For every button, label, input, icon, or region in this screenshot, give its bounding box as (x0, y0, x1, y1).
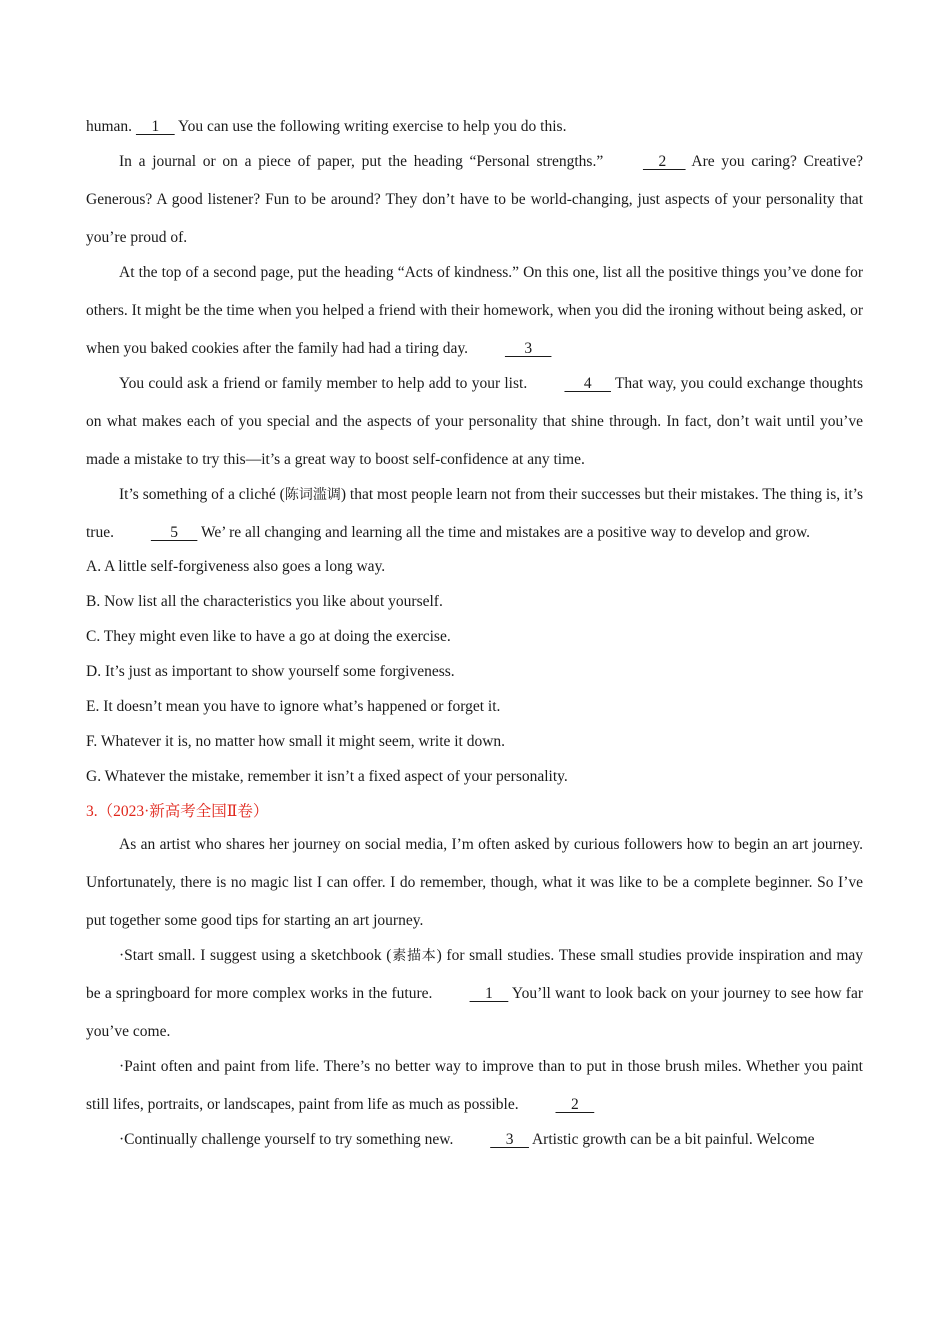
blank-2: 2 (555, 1096, 595, 1113)
text: ·Start small. I suggest using a sketchbook ( (119, 947, 392, 964)
text: ) for small studies. These small studies provide inspiration and may be a springboard for more complex works in the future. (86, 947, 864, 1002)
text: It’s something of a cliché ( (119, 486, 285, 503)
question-3-heading: 3.（2023·新高考全国Ⅱ卷） (86, 803, 269, 820)
passage3-paragraph-3 (86, 1121, 863, 1159)
option-g: G. Whatever the mistake, remember it isn’t a fixed aspect of your personality. (86, 768, 568, 785)
passage2-paragraph-3 (86, 365, 863, 479)
passage2-paragraph-1 (86, 143, 863, 257)
text: You can use the following writing exercise to help you do this. (174, 118, 567, 135)
option-f: F. Whatever it is, no matter how small it might seem, write it down. (86, 733, 506, 750)
passage2-paragraph-2 (86, 254, 863, 368)
passage2-paragraph-0 (86, 108, 863, 146)
blank-1: 1 (469, 985, 509, 1002)
blank-4: 4 (564, 375, 611, 392)
passage3-paragraph-0: As an artist who shares her journey on social media, I’m often asked by curious followers how to begin an art journey. Unfortunately, there is no magic list I can offer. I do remember, though, what it was like to be a complete beginner. So I’ve put together some good tips for starting an art journey. (86, 836, 863, 929)
text: At the top of a second page, put the heading “Acts of kindness.” On this one, list all the positive things you’ve done for others. It might be the time when you helped a friend with their homework, when you did the ironing without being asked, or when you baked cookies after the family had had a tiring day. (86, 264, 863, 357)
option-e: E. It doesn’t mean you have to ignore what’s happened or forget it. (86, 698, 501, 715)
text: That way, you could exchange thoughts on what makes each of you special and the aspects of your personality that shine through. In fact, don’t wait until you’ve made a mistake to try this—it’s a great way to boost self-confidence at any time. (86, 375, 863, 468)
text: We’ re all changing and learning all the time and mistakes are a positive way to develop and grow. (197, 524, 811, 541)
option-c: C. They might even like to have a go at doing the exercise. (86, 628, 451, 645)
text: ) that most people learn not from their successes but their mistakes. The thing is, it’s true. (86, 486, 863, 541)
document-page (86, 108, 863, 1159)
text: Artistic growth can be a bit painful. Welcome (528, 1131, 815, 1148)
text: You’ll want to look back on your journey to see how far you’ve come. (86, 985, 863, 1040)
chinese-gloss: 素描本 (391, 948, 437, 964)
text: human. (86, 118, 136, 135)
passage2-paragraph-4 (86, 476, 863, 552)
blank-5: 5 (150, 524, 198, 541)
blank-3: 3 (490, 1131, 529, 1148)
chinese-gloss: 陈词滥调 (284, 487, 341, 503)
blank-3: 3 (504, 340, 552, 357)
text: ·Continually challenge yourself to try something new. (119, 1131, 458, 1148)
text: ·Paint often and paint from life. There’s no better way to improve than to put in those brush miles. Whether you paint still lifes, portraits, or landscapes, paint from life as much as possible. (86, 1058, 863, 1113)
passage3-paragraph-1 (86, 937, 863, 1051)
text: In a journal or on a piece of paper, put the heading “Personal strengths.” (119, 153, 610, 170)
option-d: D. It’s just as important to show yourself some forgiveness. (86, 663, 455, 680)
blank-1: 1 (135, 118, 175, 135)
options-list (86, 549, 863, 794)
option-a: A. A little self-forgiveness also goes a long way. (86, 558, 386, 575)
blank-2: 2 (642, 153, 686, 170)
option-b: B. Now list all the characteristics you like about yourself. (86, 593, 443, 610)
text: Are you caring? Creative? Generous? A good listener? Fun to be around? They don’t have to be world-changing, just aspects of your personality that you’re proud of. (86, 153, 864, 246)
passage3-paragraph-2 (86, 1048, 863, 1124)
text: You could ask a friend or family member to help add to your list. (119, 375, 532, 392)
